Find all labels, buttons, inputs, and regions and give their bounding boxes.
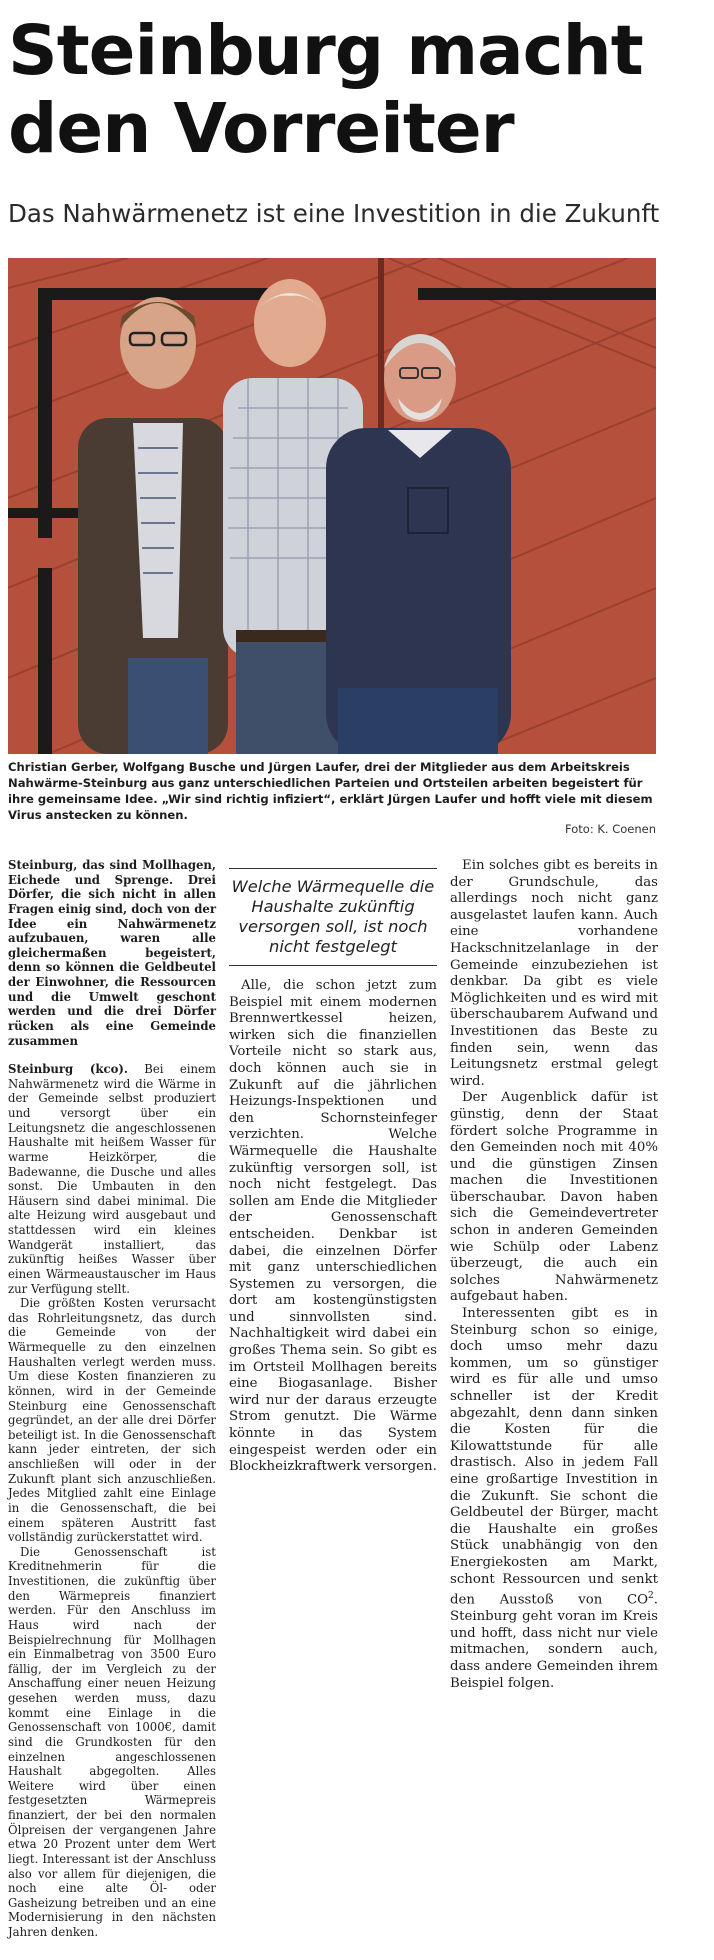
body-paragraph: Der Augenblick dafür ist günstig, denn der Staat fördert solche Programme in den Gemeinden noch mit 40% und die günstigen Zinsen machen die Investitionen überschaubar. Davon haben sich die Gemeindevertreter schon in anderen Gemeinden wie Schülp oder Labenz überzeugt, die auch ein solches Nahwärmenetz aufgebaut haben. (450, 1090, 658, 1305)
dateline: Steinburg (kco). (8, 1062, 128, 1077)
body-text: Interessenten gibt es in Steinburg schon so einige, doch umso mehr dazu kommen, um so günstiger wird es für alle und umso schneller ist der Kredit abgezahlt, denn dann sinken die Kosten für die Kilowattstunde für alle drastisch. Also in jedem Fall eine großartige Investition in die Zukunft. Sie schont die Geldbeutel der Bürger, macht die Haushalte ein großes Stück unabhängig von den Energiekosten am Markt, schont Ressourcen und senkt den Ausstoß von CO (450, 1306, 658, 1608)
photo-caption: Christian Gerber, Wolfgang Busche und Jürgen Laufer, drei der Mitglieder aus dem Arbeitskreis Nahwärme-Steinburg aus ganz unterschiedlichen Parteien und Ortsteilen arbeiten begeistert für ihre gemeinsame Idee. „Wir sind richtig infiziert“, erklärt Jürgen Laufer und hofft viele mit diesem Virus anstecken zu können. (8, 760, 653, 822)
photo-illustration (8, 258, 656, 754)
body-paragraph: Alle, die schon jetzt zum Beispiel mit einem modernen Brennwertkessel heizen, wirken sich die finanziellen Vorteile nicht so stark aus, doch können auch sie in Zukunft auf die jährlichen Heizungs-Inspektionen und den Schornsteinfeger verzichten. Welche Wärmequelle die Haushalte zukünftig versorgen soll, ist noch nicht festgelegt. Das sollen am Ende die Mitglieder der Genossenschaft entscheiden. Denkbar ist dabei, die einzelnen Dörfer mit ganz unterschiedlichen Systemen zu versorgen, die dort am kostengünstigsten und sinnvollsten sind. Nachhaltigkeit wird dabei ein großes Thema sein. So gibt es im Ortsteil Mollhagen bereits eine Biogasanlage. Bisher wird nur der daraus erzeugte Strom genutzt. Die Wärme könnte in das System eingespeist werden oder ein Blockheizkraftwerk versorgen. (229, 978, 437, 1475)
article-column-3 (450, 858, 658, 1692)
headline-line-2: den Vorreiter (8, 89, 514, 169)
subscript-2: 2 (648, 1591, 654, 1602)
headline-line-1: Steinburg macht (8, 11, 643, 91)
body-text-end: . Steinburg geht voran im Kreis und hofft, dass nicht nur viele mitmachen, sondern auch, dass andere Gemeinden ihrem Beispiel folgen. (450, 1592, 658, 1691)
article-lead: Steinburg, das sind Mollhagen, Eichede und Sprenge. Drei Dörfer, die sich nicht in allen Fragen einig sind, doch von der Idee ein Nahwärmenetz aufzubauen, waren alle gleichermaßen begeistert, denn so können die Geldbeutel der Einwohner, die Ressourcen und die Umwelt geschont werden und die drei Dörfer rücken als eine Gemeinde zusammen (8, 858, 216, 1048)
body-paragraph (8, 1062, 216, 1296)
article-photo (8, 258, 656, 754)
body-paragraph: Die Genossenschaft ist Kreditnehmerin für die Investitionen, die zukünftig über den Wärmepreis finanziert werden. Für den Anschluss im Haus wird nach der Beispielrechnung für Mollhagen ein Einmalbetrag von 3500 Euro fällig, der im Vergleich zu der Anschaffung einer neuen Heizung gesehen werden muss, dazu kommt eine Einlage in die Genossenschaft von 1000€, damit sind die Grundkosten für den einzelnen angeschlossenen Haushalt abgegolten. Alles Weitere wird über einen festgesetzten Wärmepreis finanziert, der bei den normalen Ölpreisen der vergangenen Jahre etwa 20 Prozent unter dem Wert liegt. Interessant ist der Anschluss also vor allem für diejenigen, die noch eine alte Öl- oder Gasheizung betreiben und an eine Modernisierung in den nächsten Jahren denken. (8, 1544, 216, 1939)
body-text: Bei einem Nahwärmenetz wird die Wärme in der Gemeinde selbst produziert und versorgt über ein Leitungsnetz die angeschlossenen Haushalte mit heißem Wasser für warme Heizkörper, die Badewanne, die Dusche und alles sonst. Die Umbauten in den Häusern sind dabei minimal. Die alte Heizung wird ausgebaut und stattdessen wird ein kleines Wandgerät installiert, das zukünftig heißes Wasser über einen Wärmeaustauscher im Haus zur Verfügung stellt. (8, 1062, 217, 1296)
article-column-2 (229, 858, 437, 1476)
pull-quote: Welche Wärmequelle die Haushalte zukünftig versorgen soll, ist noch nicht festgelegt (229, 868, 437, 966)
article-column-1 (8, 858, 216, 1940)
body-paragraph: Ein solches gibt es bereits in der Grundschule, das allerdings noch nicht ganz ausgelastet laufen kann. Auch eine vorhandene Hackschnitzelanlage in der Gemeinde einzubeziehen ist denkbar. Da gibt es viele Möglichkeiten und es wird mit überschaubarem Aufwand und Investitionen das Beste zu finden sein, wenn das Leitungsnetz erstmal gelegt wird. (450, 858, 658, 1089)
headline (8, 12, 698, 168)
photo-credit: Foto: K. Coenen (565, 822, 656, 836)
body-paragraph: Die größten Kosten verursacht das Rohrleitungsnetz, das durch die Gemeinde von der Wärmequelle zu den einzelnen Haushalten verlegt werden muss. Um diese Kosten finanzieren zu können, wird in der Gemeinde Steinburg eine Genossenschaft gegründet, an der alle drei Dörfer beteiligt ist. In die Genossenschaft kann jeder eintreten, der sich anschließen will oder in der Zukunft plant sich anzuschließen. Jedes Mitglied zahlt eine Einlage in die Genossenschaft, die bei einem späteren Austritt fast vollständig zurückerstattet wird. (8, 1296, 216, 1545)
subheadline: Das Nahwärmenetz ist eine Investition in die Zukunft (8, 199, 660, 228)
body-paragraph (450, 1306, 658, 1692)
